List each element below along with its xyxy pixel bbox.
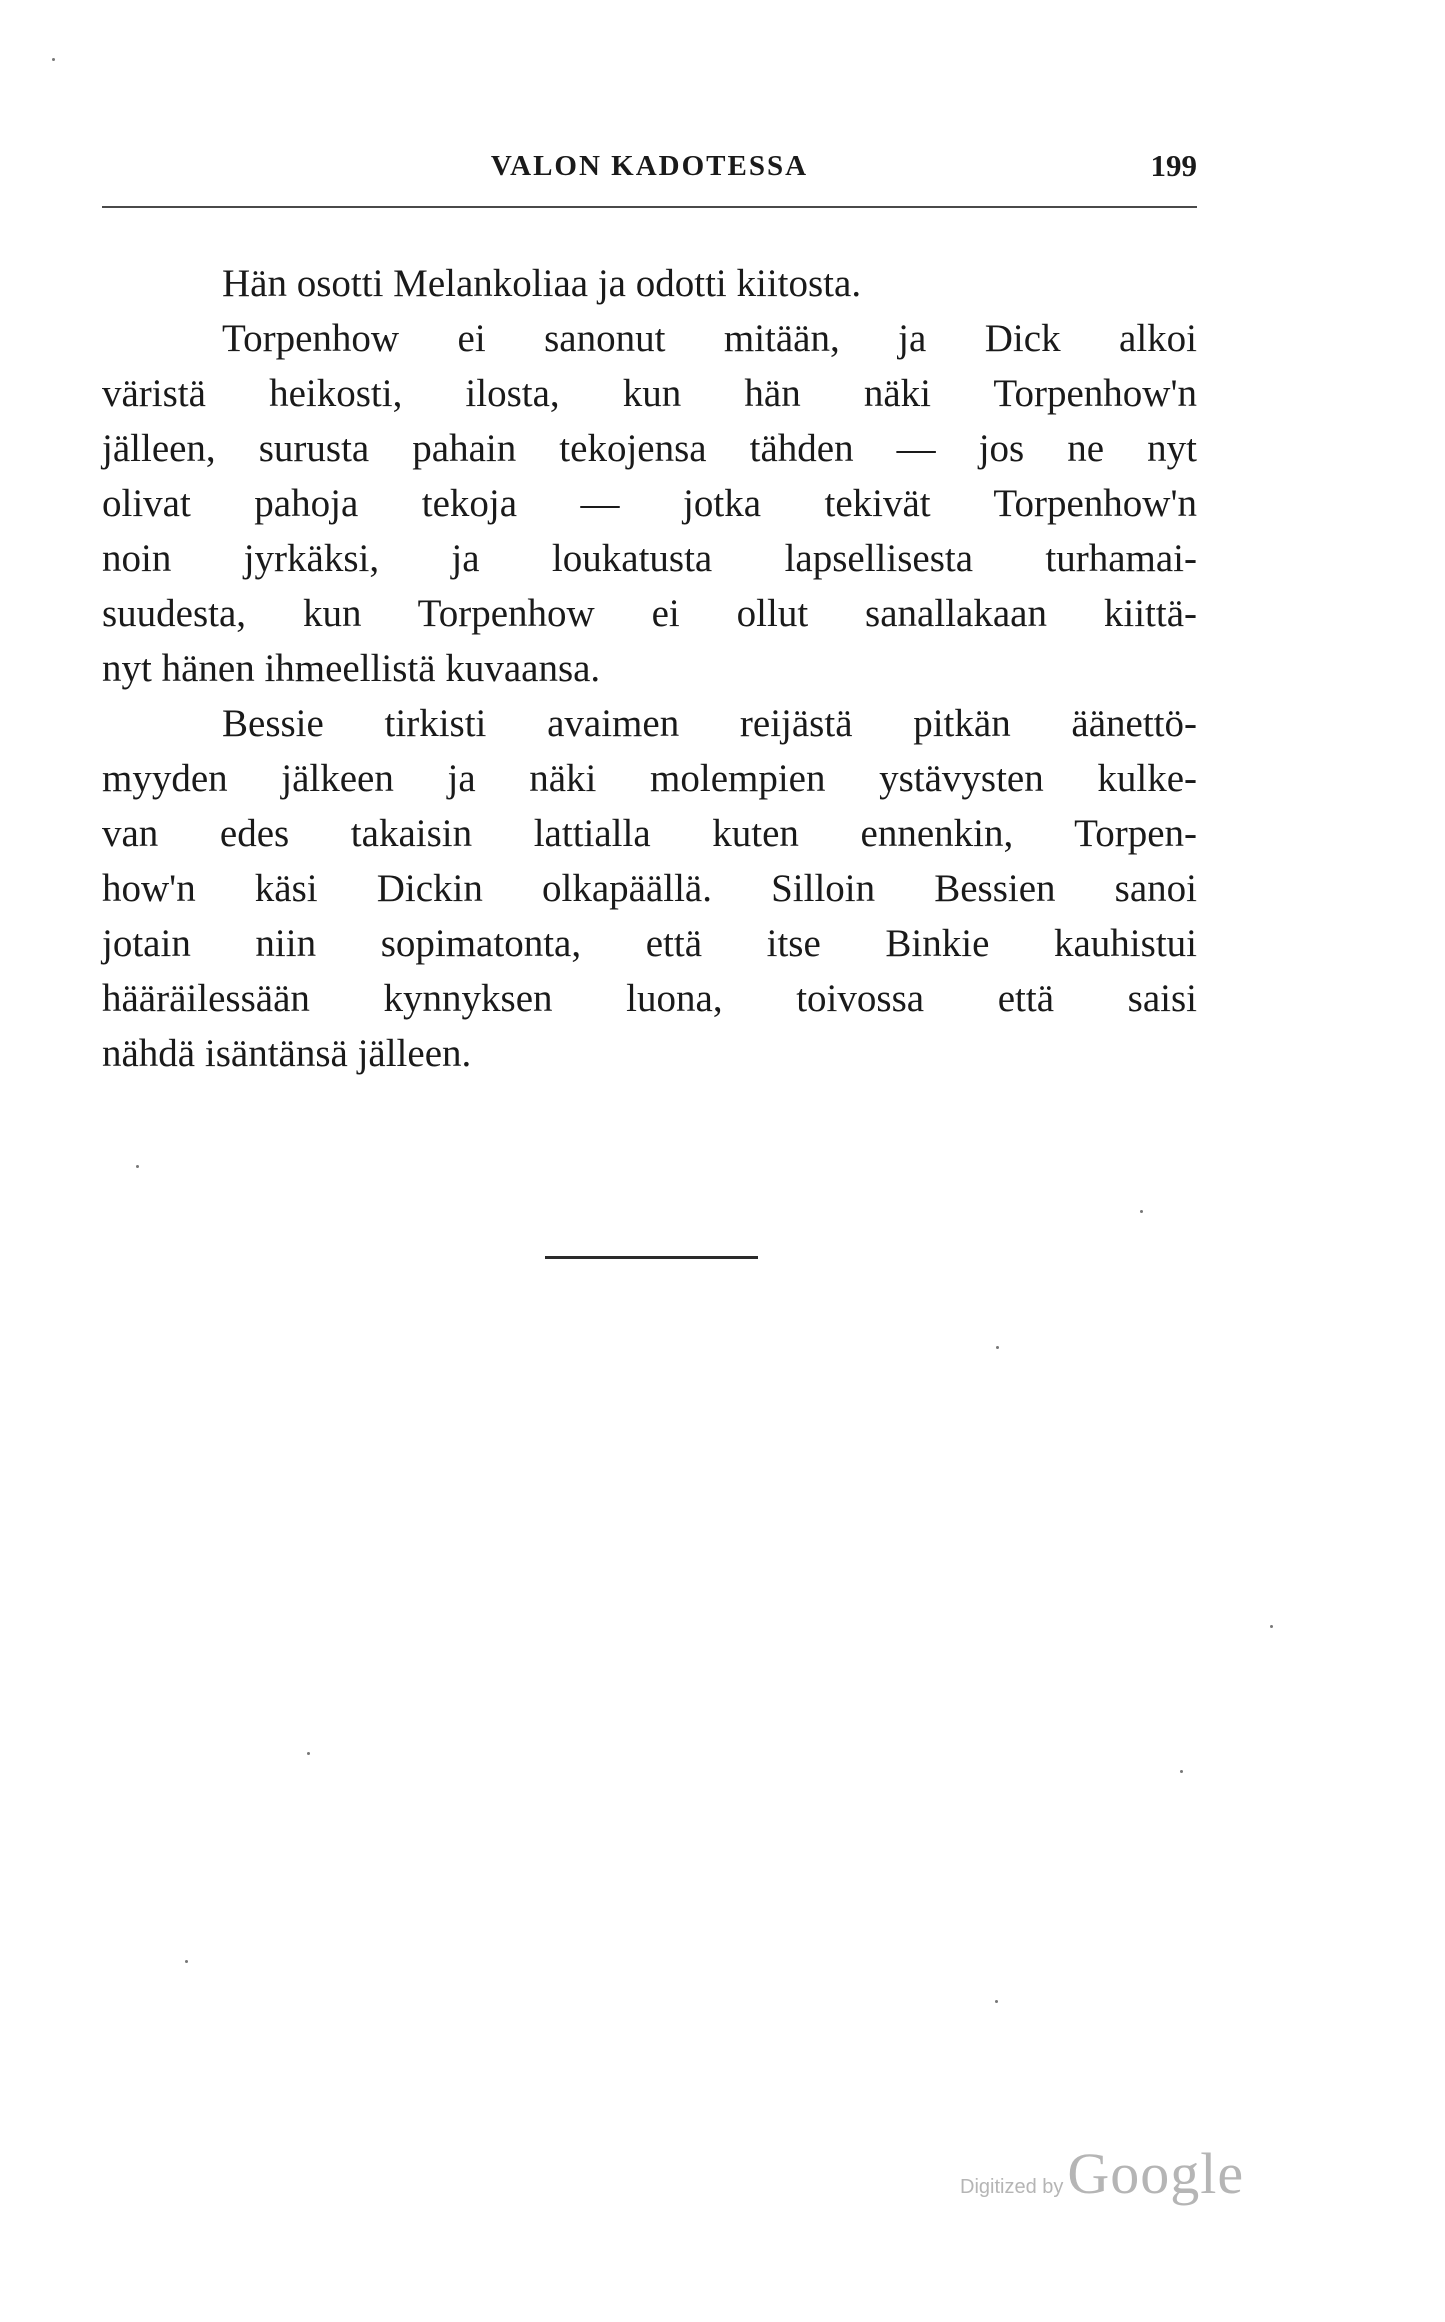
header-rule	[102, 206, 1197, 208]
text-line: jälleen, surusta pahain tekojensa tähden — jos ne nyt	[102, 427, 1197, 470]
digitized-watermark	[960, 2140, 1260, 2210]
digitized-prefix: Digitized by	[960, 2176, 1064, 2198]
text-line: väristä heikosti, ilosta, kun hän näki Torpenhow'n	[102, 372, 1197, 415]
google-logo: Google	[1067, 2141, 1245, 2206]
running-title: VALON KADOTESSA	[490, 150, 809, 182]
paper-speck	[1270, 1625, 1273, 1628]
text-line: olivat pahoja tekoja — jotka tekivät Torpenhow'n	[102, 482, 1197, 525]
paper-speck	[1180, 1770, 1183, 1773]
paper-speck	[52, 58, 55, 61]
text-line: jotain niin sopimatonta, että itse Binkie kauhistui	[102, 922, 1197, 965]
chapter-end-rule	[545, 1256, 758, 1259]
text-line: Bessie tirkisti avaimen reijästä pitkän äänettö-	[222, 702, 1197, 745]
text-line: how'n käsi Dickin olkapäällä. Silloin Bessien sanoi	[102, 867, 1197, 910]
text-line: suudesta, kun Torpenhow ei ollut sanallakaan kiittä-	[102, 592, 1197, 635]
running-head	[102, 150, 1197, 200]
paper-speck	[307, 1752, 310, 1755]
text-line: van edes takaisin lattialla kuten ennenkin, Torpen-	[102, 812, 1197, 855]
paper-speck	[185, 1960, 188, 1963]
text-line: nähdä isäntänsä jälleen.	[102, 1032, 472, 1075]
text-line: myyden jälkeen ja näki molempien ystävysten kulke-	[102, 757, 1197, 800]
text-line: Torpenhow ei sanonut mitään, ja Dick alkoi	[222, 317, 1197, 360]
body-text	[102, 256, 1197, 1081]
text-line: nyt hänen ihmeellistä kuvaansa.	[102, 647, 601, 690]
text-line: noin jyrkäksi, ja loukatusta lapsellisesta turhamai-	[102, 537, 1197, 580]
paper-speck	[136, 1165, 139, 1168]
paper-speck	[1140, 1210, 1143, 1213]
text-line: Hän osotti Melankoliaa ja odotti kiitosta.	[222, 262, 862, 305]
paper-speck	[996, 1346, 999, 1349]
paper-speck	[995, 2000, 998, 2003]
text-line: hääräilessään kynnyksen luona, toivossa että saisi	[102, 977, 1197, 1020]
page-number: 199	[1150, 148, 1197, 183]
